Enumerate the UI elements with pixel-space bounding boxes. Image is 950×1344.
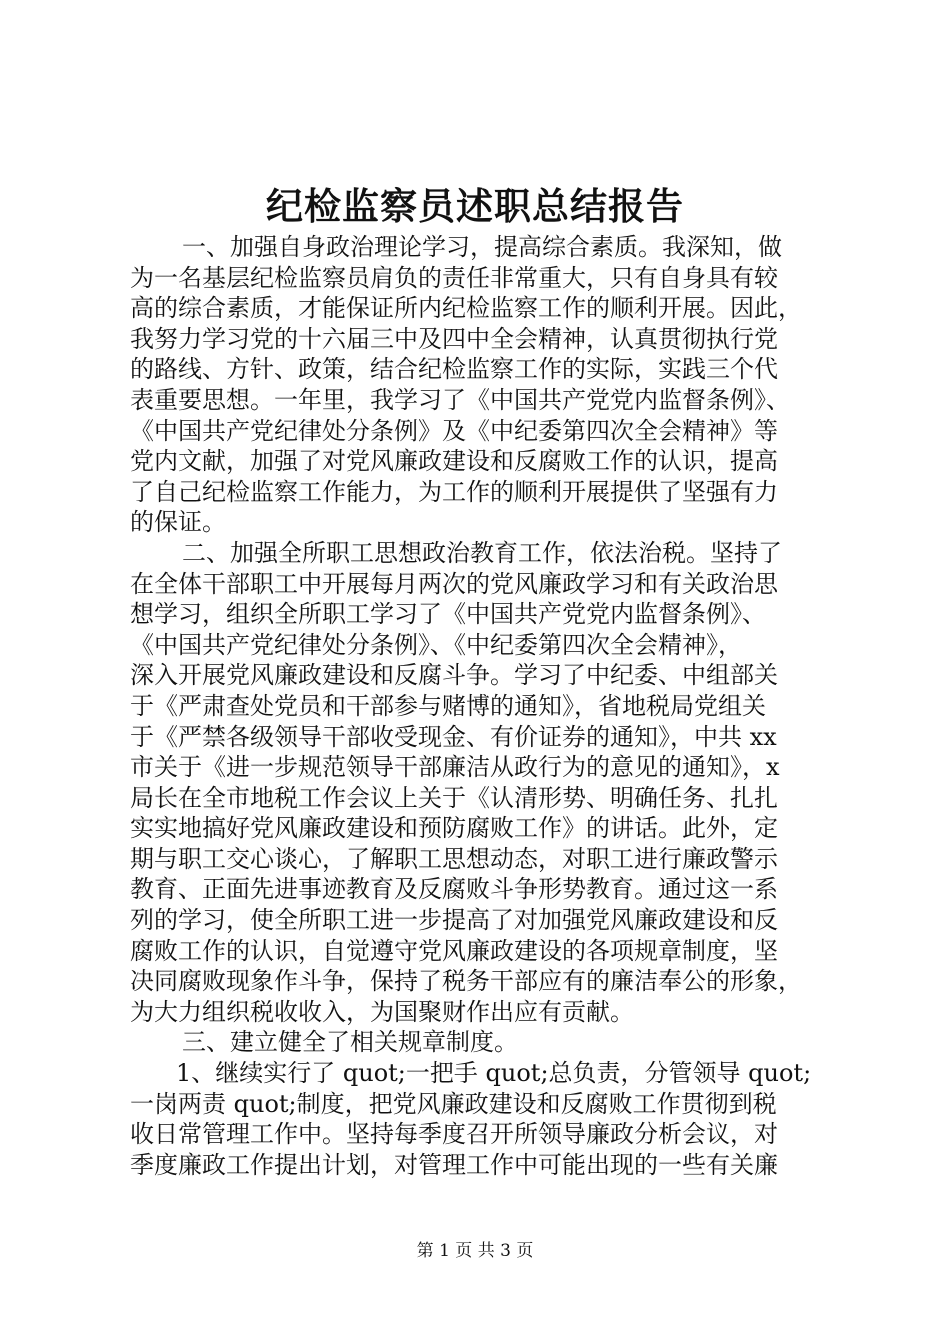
body-line: 实实地搞好党风廉政建设和预防腐败工作》的讲话。此外，定	[130, 814, 778, 843]
body-line: 一、加强自身政治理论学习，提高综合素质。我深知，做	[182, 233, 782, 261]
body-line: 市关于《进一步规范领导干部廉洁从政行为的意见的通知》，x	[130, 753, 780, 782]
section-heading: 三、建立健全了相关规章制度。	[182, 1028, 518, 1057]
body-line: 教育、正面先进事迹教育及反腐败斗争形势教育。通过这一系	[130, 875, 778, 904]
body-line: 1、继续实行了 quot;一把手 quot;总负责，分管领导 quot;	[176, 1059, 812, 1088]
body-line: 表重要思想。一年里，我学习了《中国共产党党内监督条例》、	[130, 385, 790, 414]
body-line: 为一名基层纪检监察员肩负的责任非常重大，只有自身具有较	[130, 263, 778, 292]
body-line: 局长在全市地税工作会议上关于《认清形势、明确任务、扎扎	[130, 783, 778, 812]
body-line: 季度廉政工作提出计划，对管理工作中可能出现的一些有关廉	[130, 1150, 778, 1179]
body-line: 于《严禁各级领导干部收受现金、有价证券的通知》，中共 xx	[130, 722, 777, 751]
body-line: 决同腐败现象作斗争，保持了税务干部应有的廉洁奉公的形象，	[130, 967, 802, 996]
body-line: 一岗两责 quot;制度，把党风廉政建设和反腐败工作贯彻到税	[130, 1089, 777, 1118]
body-line: 了自己纪检监察工作能力，为工作的顺利开展提供了坚强有力	[130, 477, 778, 506]
body-line: 为大力组织税收收入，为国聚财作出应有贡献。	[130, 997, 634, 1026]
body-line: 深入开展党风廉政建设和反腐斗争。学习了中纪委、中组部关	[130, 661, 778, 690]
body-line: 的路线、方针、政策，结合纪检监察工作的实际，实践三个代	[130, 355, 778, 384]
body-line: 在全体干部职工中开展每月两次的党风廉政学习和有关政治思	[130, 569, 778, 598]
body-line: 列的学习，使全所职工进一步提高了对加强党风廉政建设和反	[130, 906, 778, 935]
body-line: 于《严肃查处党员和干部参与赌博的通知》，省地税局党组关	[130, 691, 766, 720]
body-line: 腐败工作的认识，自觉遵守党风廉政建设的各项规章制度，坚	[130, 936, 778, 965]
body-line: 想学习，组织全所职工学习了《中国共产党党内监督条例》、	[130, 600, 766, 629]
page-footer: 第 1 页 共 3 页	[416, 1241, 534, 1261]
body-line: 二、加强全所职工思想政治教育工作，依法治税。坚持了	[182, 538, 782, 567]
body-line: 收日常管理工作中。坚持每季度召开所领导廉政分析会议，对	[130, 1120, 778, 1149]
body-line: 党内文献，加强了对党风廉政建设和反腐败工作的认识，提高	[130, 447, 778, 476]
body-line: 高的综合素质，才能保证所内纪检监察工作的顺利开展。因此，	[130, 294, 802, 323]
body-line: 期与职工交心谈心，了解职工思想动态，对职工进行廉政警示	[130, 844, 778, 873]
body-line: 《中国共产党纪律处分条例》及《中纪委第四次全会精神》等	[130, 416, 778, 445]
body-line: 的保证。	[130, 508, 226, 537]
document-title: 纪检监察员述职总结报告	[266, 184, 684, 228]
body-line: 《中国共产党纪律处分条例》、《中纪委第四次全会精神》，	[130, 630, 742, 659]
document-body	[130, 232, 830, 1180]
body-line: 我努力学习党的十六届三中及四中全会精神，认真贯彻执行党	[130, 324, 778, 353]
